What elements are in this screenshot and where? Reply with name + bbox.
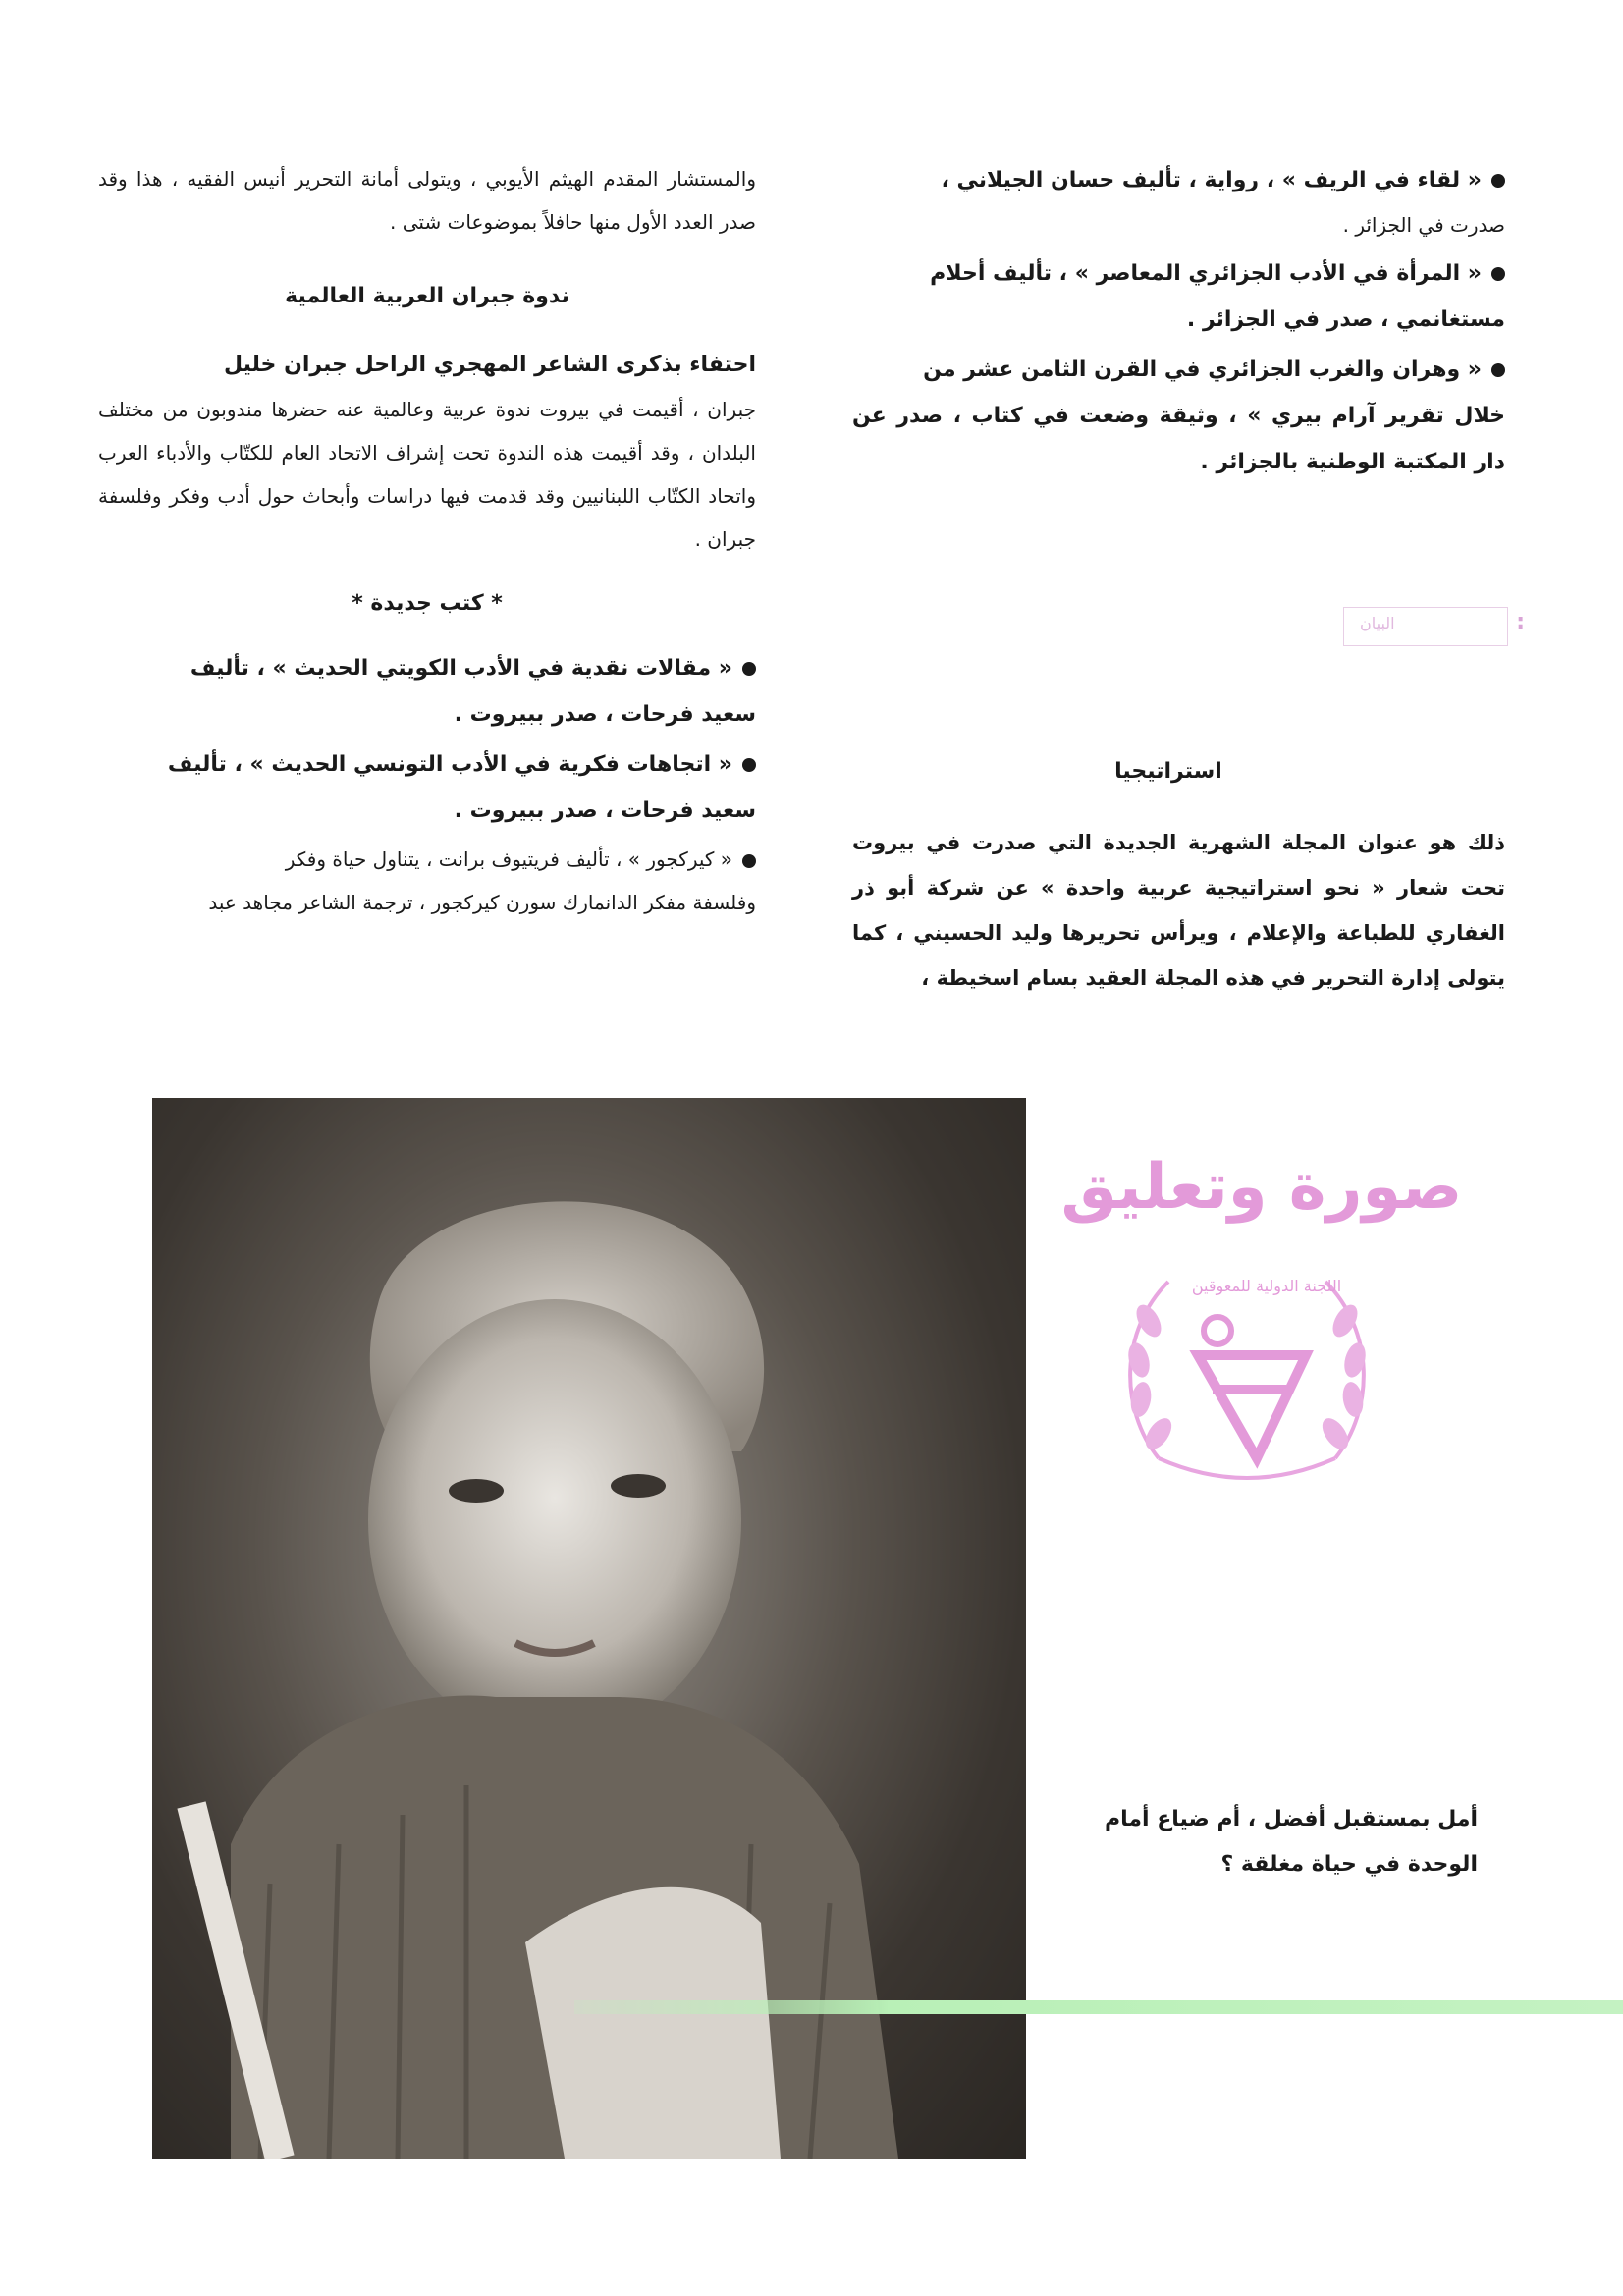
section-title: صورة وتعليق (1060, 1151, 1463, 1224)
strategy-article (852, 820, 1505, 1001)
right-column (852, 157, 1505, 489)
left-column (98, 157, 756, 928)
book-detail: وفلسفة مفكر الدانمارك سورن كيركجور ، ترجمة الشاعر مجاهد عبد (208, 891, 756, 914)
decorative-line (574, 2000, 1623, 2014)
new-books-heading: * كتب جديدة * (352, 591, 503, 616)
intro-text: والمستشار المقدم الهيثم الأيوبي ، ويتولى أمانة التحرير أنيس الفقيه ، هذا وقد صدر العدد الأول منها حافلاً بموضوعات شتى . (98, 167, 756, 234)
stamp-mark (1343, 607, 1525, 646)
book-detail: سعيد فرحات ، صدر ببيروت . (454, 702, 756, 727)
laurel-emblem-icon (1119, 1262, 1375, 1498)
book-detail: مستغانمي ، صدر في الجزائر . (1186, 307, 1505, 332)
child-photo (152, 1098, 1026, 2159)
book-detail: صدرت في الجزائر . (1342, 213, 1505, 237)
strategy-heading: استراتيجيا (1114, 759, 1222, 784)
book-item-2 (852, 250, 1505, 343)
book-detail: سعيد فرحات ، صدر ببيروت . (454, 798, 756, 823)
emblem-text: اللجنة الدولية للمعوقين (1191, 1277, 1342, 1295)
book-title: « المرأة في الأدب الجزائري المعاصر » ، تأليف أحلام (930, 261, 1482, 286)
photo-illustration (152, 1098, 1026, 2159)
bullet-icon (742, 758, 756, 772)
photo-caption (1065, 1797, 1478, 1887)
book-title: « مقالات نقدية في الأدب الكويتي الحديث » ، تأليف (189, 656, 732, 681)
book-title: « وهران والغرب الجزائري في القرن الثامن عشر من (923, 357, 1482, 382)
new-book-item-1 (98, 645, 756, 738)
book-title: « اتجاهات فكرية في الأدب التونسي الحديث » ، تأليف (167, 752, 732, 777)
book-item-3 (852, 347, 1505, 485)
gibran-heading: ندوة جبران العربية العالمية (285, 284, 569, 308)
caption-line-2: الوحدة في حياة مغلقة ؟ (1220, 1852, 1478, 1877)
bullet-icon (1491, 267, 1505, 281)
gibran-body: جبران ، أقيمت في بيروت ندوة عربية وعالمية عنه حضرها مندوبون من مختلف البلدان ، وقد أقيمت هذه الندوة تحت إشراف الاتحاد العام للكتّاب والأدباء العرب واتحاد الكتّاب اللبنانيين وقد قدمت فيها دراسات وأبحاث حول أدب وفكر وفلسفة جبران . (98, 398, 756, 551)
gibran-lead: احتفاء بذكرى الشاعر المهجري الراحل جبران خليل (223, 353, 756, 377)
stamp-text: البيان (1360, 614, 1395, 632)
bullet-icon (1491, 174, 1505, 188)
caption-line-1: أمل بمستقبل أفضل ، أم ضياع أمام (1105, 1807, 1478, 1831)
bullet-icon (742, 662, 756, 676)
bullet-icon (742, 854, 756, 868)
book-title: « لقاء في الريف » ، رواية ، تأليف حسان الجيلاني ، (941, 168, 1482, 192)
stamp-colon: : (1516, 610, 1525, 634)
new-book-item-3 (98, 838, 756, 924)
book-title: « كيركجور » ، تأليف فريتيوف برانت ، يتناول حياة وفكر (285, 847, 732, 871)
book-item-1 (852, 157, 1505, 246)
bullet-icon (1491, 363, 1505, 377)
book-detail: خلال تقرير آرام بيري » ، وثيقة وضعت في كتاب ، صدر عن دار المكتبة الوطنية بالجزائر . (852, 404, 1505, 474)
strategy-body-text: ذلك هو عنوان المجلة الشهرية الجديدة التي صدرت في بيروت تحت شعار « نحو استراتيجية عربية واحدة » عن شركة أبو ذر الغفاري للطباعة والإعلام ، ويرأس تحريرها وليد الحسيني ، كما يتولى إدارة التحرير في هذه المجلة العقيد بسام اسخيطة ، (852, 831, 1505, 990)
new-book-item-2 (98, 741, 756, 834)
